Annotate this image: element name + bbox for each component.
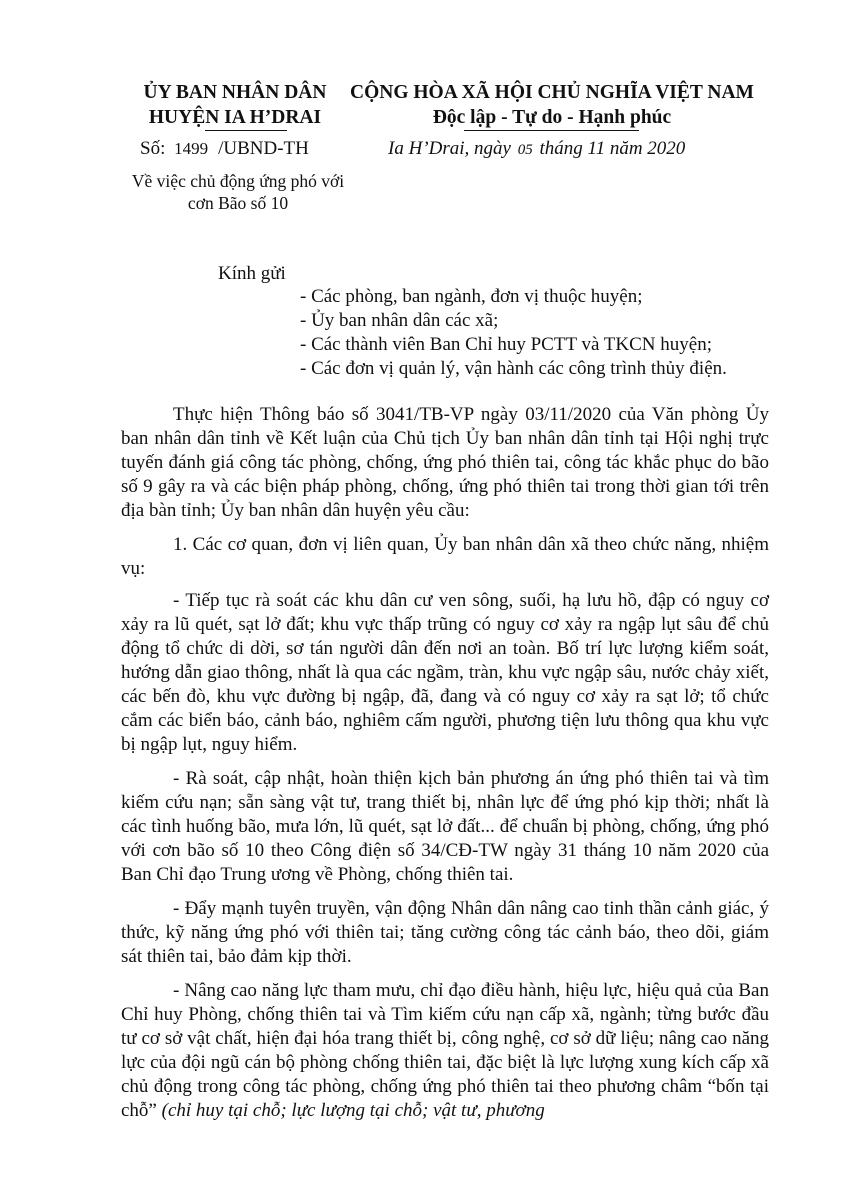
- body-paragraph-6: [121, 979, 769, 1123]
- body-paragraph-5: - Đẩy mạnh tuyên truyền, vận động Nhân dân nâng cao tinh thần cảnh giác, ý thức, kỹ năng ứng phó với thiên tai; tăng cường công tác cảnh báo, theo dõi, giám sát thiên tai, bảo đảm kịp thời.: [121, 898, 769, 967]
- national-motto: [338, 80, 766, 130]
- document-number: [140, 138, 309, 160]
- body-paragraph-2: 1. Các cơ quan, đơn vị liên quan, Ủy ban nhân dân xã theo chức năng, nhiệm vụ:: [121, 534, 769, 579]
- agency-underline: [205, 130, 287, 131]
- agency-line-2: HUYỆN IA H’DRAI: [148, 107, 322, 128]
- recipient-list: [300, 285, 727, 381]
- addressee-label: Kính gửi: [218, 263, 286, 284]
- recipient-item: - Các thành viên Ban Chỉ huy PCTT và TKCN huyện;: [300, 334, 712, 355]
- country-name: CỘNG HÒA XÃ HỘI CHỦ NGHĨA VIỆT NAM: [350, 82, 754, 103]
- issue-date: [388, 138, 685, 160]
- recipient-item: - Các phòng, ban ngành, đơn vị thuộc huyện;: [300, 286, 643, 307]
- motto: Độc lập - Tự do - Hạnh phúc: [432, 107, 672, 128]
- doc-number-suffix: /UBND-TH: [218, 138, 309, 159]
- body-paragraph-3: - Tiếp tục rà soát các khu dân cư ven sông, suối, hạ lưu hồ, đập có nguy cơ xảy ra lũ quét, sạt lở đất; khu vực thấp trũng có nguy cơ xảy ra ngập lụt sâu để chủ động tổ chức di dời, sơ tán người dân đến nơi an toàn. Bố trí lực lượng kiểm soát, hướng dẫn giao thông, nhất là qua các ngầm, tràn, khu vực ngập sâu, nước chảy xiết, các bến đò, khu vực đường bị ngập, đã, đang và có nguy cơ xảy ra sạt lở; tổ chức cắm các biển báo, cảnh báo, nghiêm cấm người, phương tiện lưu thông qua khu vực bị ngập lụt, nguy hiểm.: [121, 590, 769, 755]
- recipient-item: - Các đơn vị quản lý, vận hành các công trình thủy điện.: [300, 358, 727, 379]
- date-day: 05: [517, 142, 533, 158]
- subject-line-2: cơn Bão số 10: [187, 193, 289, 213]
- subject-line-1: Về việc chủ động ứng phó với: [131, 171, 345, 191]
- body-paragraph-6-italic: (chỉ huy tại chỗ; lực lượng tại chỗ; vật tư, phương: [161, 1100, 545, 1121]
- motto-underline: [464, 130, 639, 131]
- document-subject: [118, 170, 358, 214]
- recipient-item: - Ủy ban nhân dân các xã;: [300, 310, 499, 331]
- date-suffix: tháng 11 năm 2020: [539, 138, 686, 159]
- issuing-agency: [110, 80, 360, 130]
- doc-number-prefix: Số:: [140, 138, 166, 159]
- agency-line-1: ỦY BAN NHÂN DÂN: [143, 82, 327, 103]
- date-prefix: Ia H’Drai, ngày: [388, 138, 511, 159]
- document-body: [121, 403, 769, 1133]
- body-paragraph-4: - Rà soát, cập nhật, hoàn thiện kịch bản phương án ứng phó thiên tai và tìm kiếm cứu nạn; sẵn sàng vật tư, trang thiết bị, nhân lực để ứng phó kịp thời; nhất là các tình huống bão, mưa lớn, lũ quét, sạt lở đất... để chuẩn bị phòng, chống, ứng phó với cơn bão số 10 theo Công điện số 34/CĐ-TW ngày 31 tháng 10 năm 2020 của Ban Chỉ đạo Trung ương về Phòng, chống thiên tai.: [121, 768, 769, 885]
- body-paragraph-1: Thực hiện Thông báo số 3041/TB-VP ngày 03/11/2020 của Văn phòng Ủy ban nhân dân tỉnh về Kết luận của Chủ tịch Ủy ban nhân dân tỉnh tại Hội nghị trực tuyến đánh giá công tác phòng, chống, ứng phó thiên tai, công tác khắc phục do bão số 9 gây ra và các biện pháp phòng, chống, ứng phó thiên tai trong thời gian tới trên địa bàn tỉnh; Ủy ban nhân dân huyện yêu cầu:: [121, 404, 769, 521]
- doc-number-value: 1499: [174, 139, 209, 158]
- body-paragraph-6-text: - Nâng cao năng lực tham mưu, chỉ đạo điều hành, hiệu lực, hiệu quả của Ban Chỉ huy Phòng, chống thiên tai và Tìm kiếm cứu nạn cấp xã, ngành; từng bước đầu tư cơ sở vật chất, hiện đại hóa trang thiết bị, công nghệ, cơ sở dữ liệu; nâng cao năng lực của đội ngũ cán bộ phòng chống thiên tai, đặc biệt là lực lượng xung kích cấp xã chủ động trong công tác phòng, chống ứng phó thiên tai theo phương châm “bốn tại chỗ”: [121, 980, 769, 1121]
